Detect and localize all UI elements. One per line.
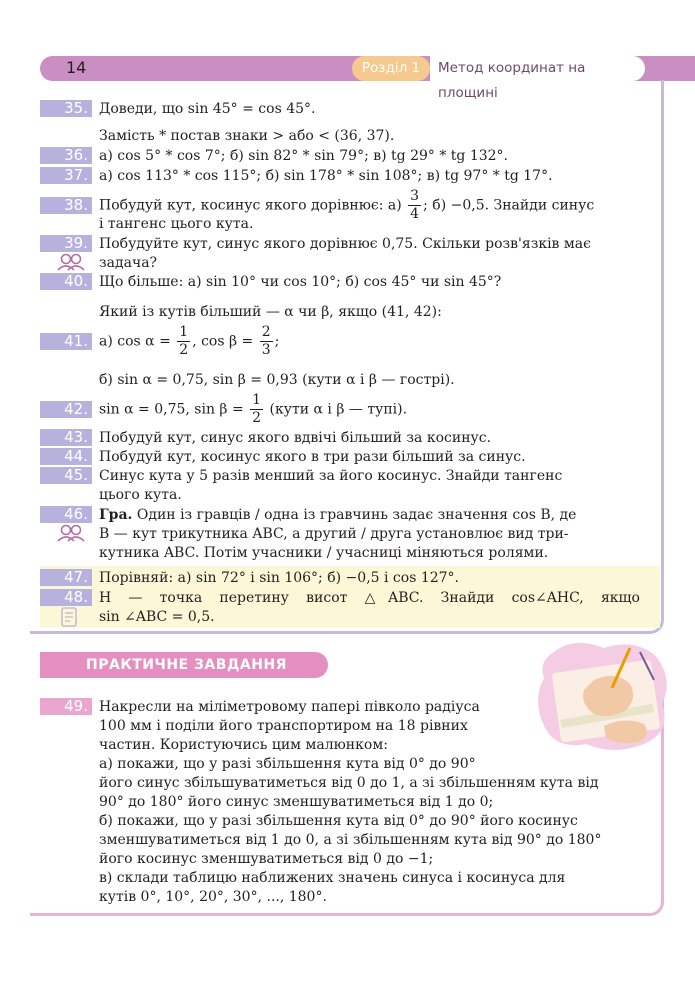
exercise-text: кутів 0°, 10°, 20°, 30°, ..., 180°. [99,889,327,905]
exercise-number: 47. [40,569,92,586]
exercise-text: Доведи, що sin 45° = cos 45°. [99,101,316,117]
exercise-text: а) cos 5° * cos 7°; б) sin 82° * sin 79°; в) tg 29° * tg 132°. [99,148,509,164]
exercise-number: 35. [40,100,92,117]
exercise-text: в) склади таблицю наближених значень синуса і косинуса для [99,870,566,886]
exercise-text: Синус кута у 5 разів менший за його косинус. Знайди тангенс [99,468,563,484]
exercise-text: 90° до 180° його синус зменшуватиметься від 1 до 0; [99,794,494,810]
exercise-number: 44. [40,448,92,465]
fraction: $\frac{2}{3}$ [261,324,271,358]
fraction: $\frac{3}{4}$ [410,188,420,222]
game-label: Гра. [99,507,133,523]
exercise-text: кутника ABC. Потім учасники / учасниці міняються ролями. [99,545,549,561]
exercise-text: sin ∠ABC = 0,5. [99,609,215,625]
exercise-text: його косинус зменшуватиметься від 0 до −1; [99,851,434,867]
text-part: sin α = 0,75, sin β = [99,401,244,418]
exercise-text: його синус збільшуватиметься від 0 до 1, а зі збільшенням кута від [99,775,599,791]
exercise-text: і тангенс цього кута. [99,216,254,232]
exercise-text: Побудуйте кут, синус якого дорівнює 0,75. Скільки розв'язків має [99,236,591,252]
fraction: $\frac{1}{2}$ [252,392,262,426]
exercise-number: 40. [40,273,92,290]
exercise-text: частин. Користуючись цим малюнком: [99,737,388,753]
instruction-text: Замість * постав знаки > або < (36, 37). [99,128,395,144]
exercise-text [99,324,279,359]
exercise-text: задача? [99,255,158,271]
text-part: (кути α і β — тупі). [269,401,408,418]
text-part: Побудуй кут, косинус якого дорівнює: а) [99,197,402,214]
exercise-text: Порівняй: а) sin 72° і sin 106°; б) −0,5 і cos 127°. [99,570,460,586]
exercise-number: 41. [40,333,92,350]
instruction-text: Який із кутів більший — α чи β, якщо (41, 42): [99,304,442,320]
text-part: , cos β = [192,333,254,350]
tablet-icon [60,607,78,627]
exercise-number: 39. [40,235,92,252]
exercise-text: Побудуй кут, косинус якого в три рази більший за синус. [99,449,526,465]
pair-work-icon [56,253,86,271]
exercise-number: 36. [40,147,92,164]
pair-work-icon [56,524,86,542]
exercise-text: 100 мм і поділи його транспортиром на 18 рівних [99,718,468,734]
exercise-number: 49. [40,698,92,715]
exercise-text [99,392,407,427]
exercise-text: Побудуй кут, синус якого вдвічі більший за косинус. [99,430,492,446]
exercise-text: Що більше: а) sin 10° чи cos 10°; б) cos 45° чи sin 45°? [99,274,502,290]
exercise-text: H — точка перетину висот △ABC. Знайди cos∠AHC, якщо [99,590,640,606]
exercise-text: зменшуватиметься від 1 до 0, а зі збільшенням кута від 90° до 180° [99,832,602,848]
fraction: $\frac{1}{2}$ [179,324,189,358]
exercise-number: 43. [40,429,92,446]
drawing-hand-photo [534,640,672,752]
chapter-title: Метод координат на площині [430,56,645,81]
page-number: 14 [66,58,87,77]
exercise-number: 38. [40,197,92,214]
exercise-number: 37. [40,167,92,184]
exercise-text: B — кут трикутника ABC, а другий / друга установлює вид три- [99,526,569,542]
text-part: Один із гравців / одна із гравчинь задає значення cos B, де [136,507,577,523]
exercise-text: цього кута. [99,487,182,503]
text-part: а) cos α = [99,333,171,350]
exercise-text: б) sin α = 0,75, sin β = 0,93 (кути α і β — гострі). [99,372,455,388]
exercise-text: а) покажи, що у разі збільшення кута від 0° до 90° [99,756,476,772]
practical-title: ПРАКТИЧНЕ ЗАВДАННЯ [40,652,328,678]
exercise-number: 46. [40,506,92,523]
exercise-text: б) покажи, що у разі збільшення кута від 0° до 90° його косинус [99,813,578,829]
exercise-number: 42. [40,401,92,418]
section-label: Розділ 1 [352,56,430,81]
text-part: ; [274,333,280,350]
exercise-text: Накресли на міліметровому папері півколо радіуса [99,699,480,715]
exercise-number: 45. [40,467,92,484]
exercise-number: 48. [40,589,92,606]
exercise-text [99,506,576,524]
exercise-text: а) cos 113° * cos 115°; б) sin 178° * sin 108°; в) tg 97° * tg 17°. [99,168,553,184]
text-part: ; б) −0,5. Знайди синус [423,197,595,214]
header-tail [648,56,695,81]
